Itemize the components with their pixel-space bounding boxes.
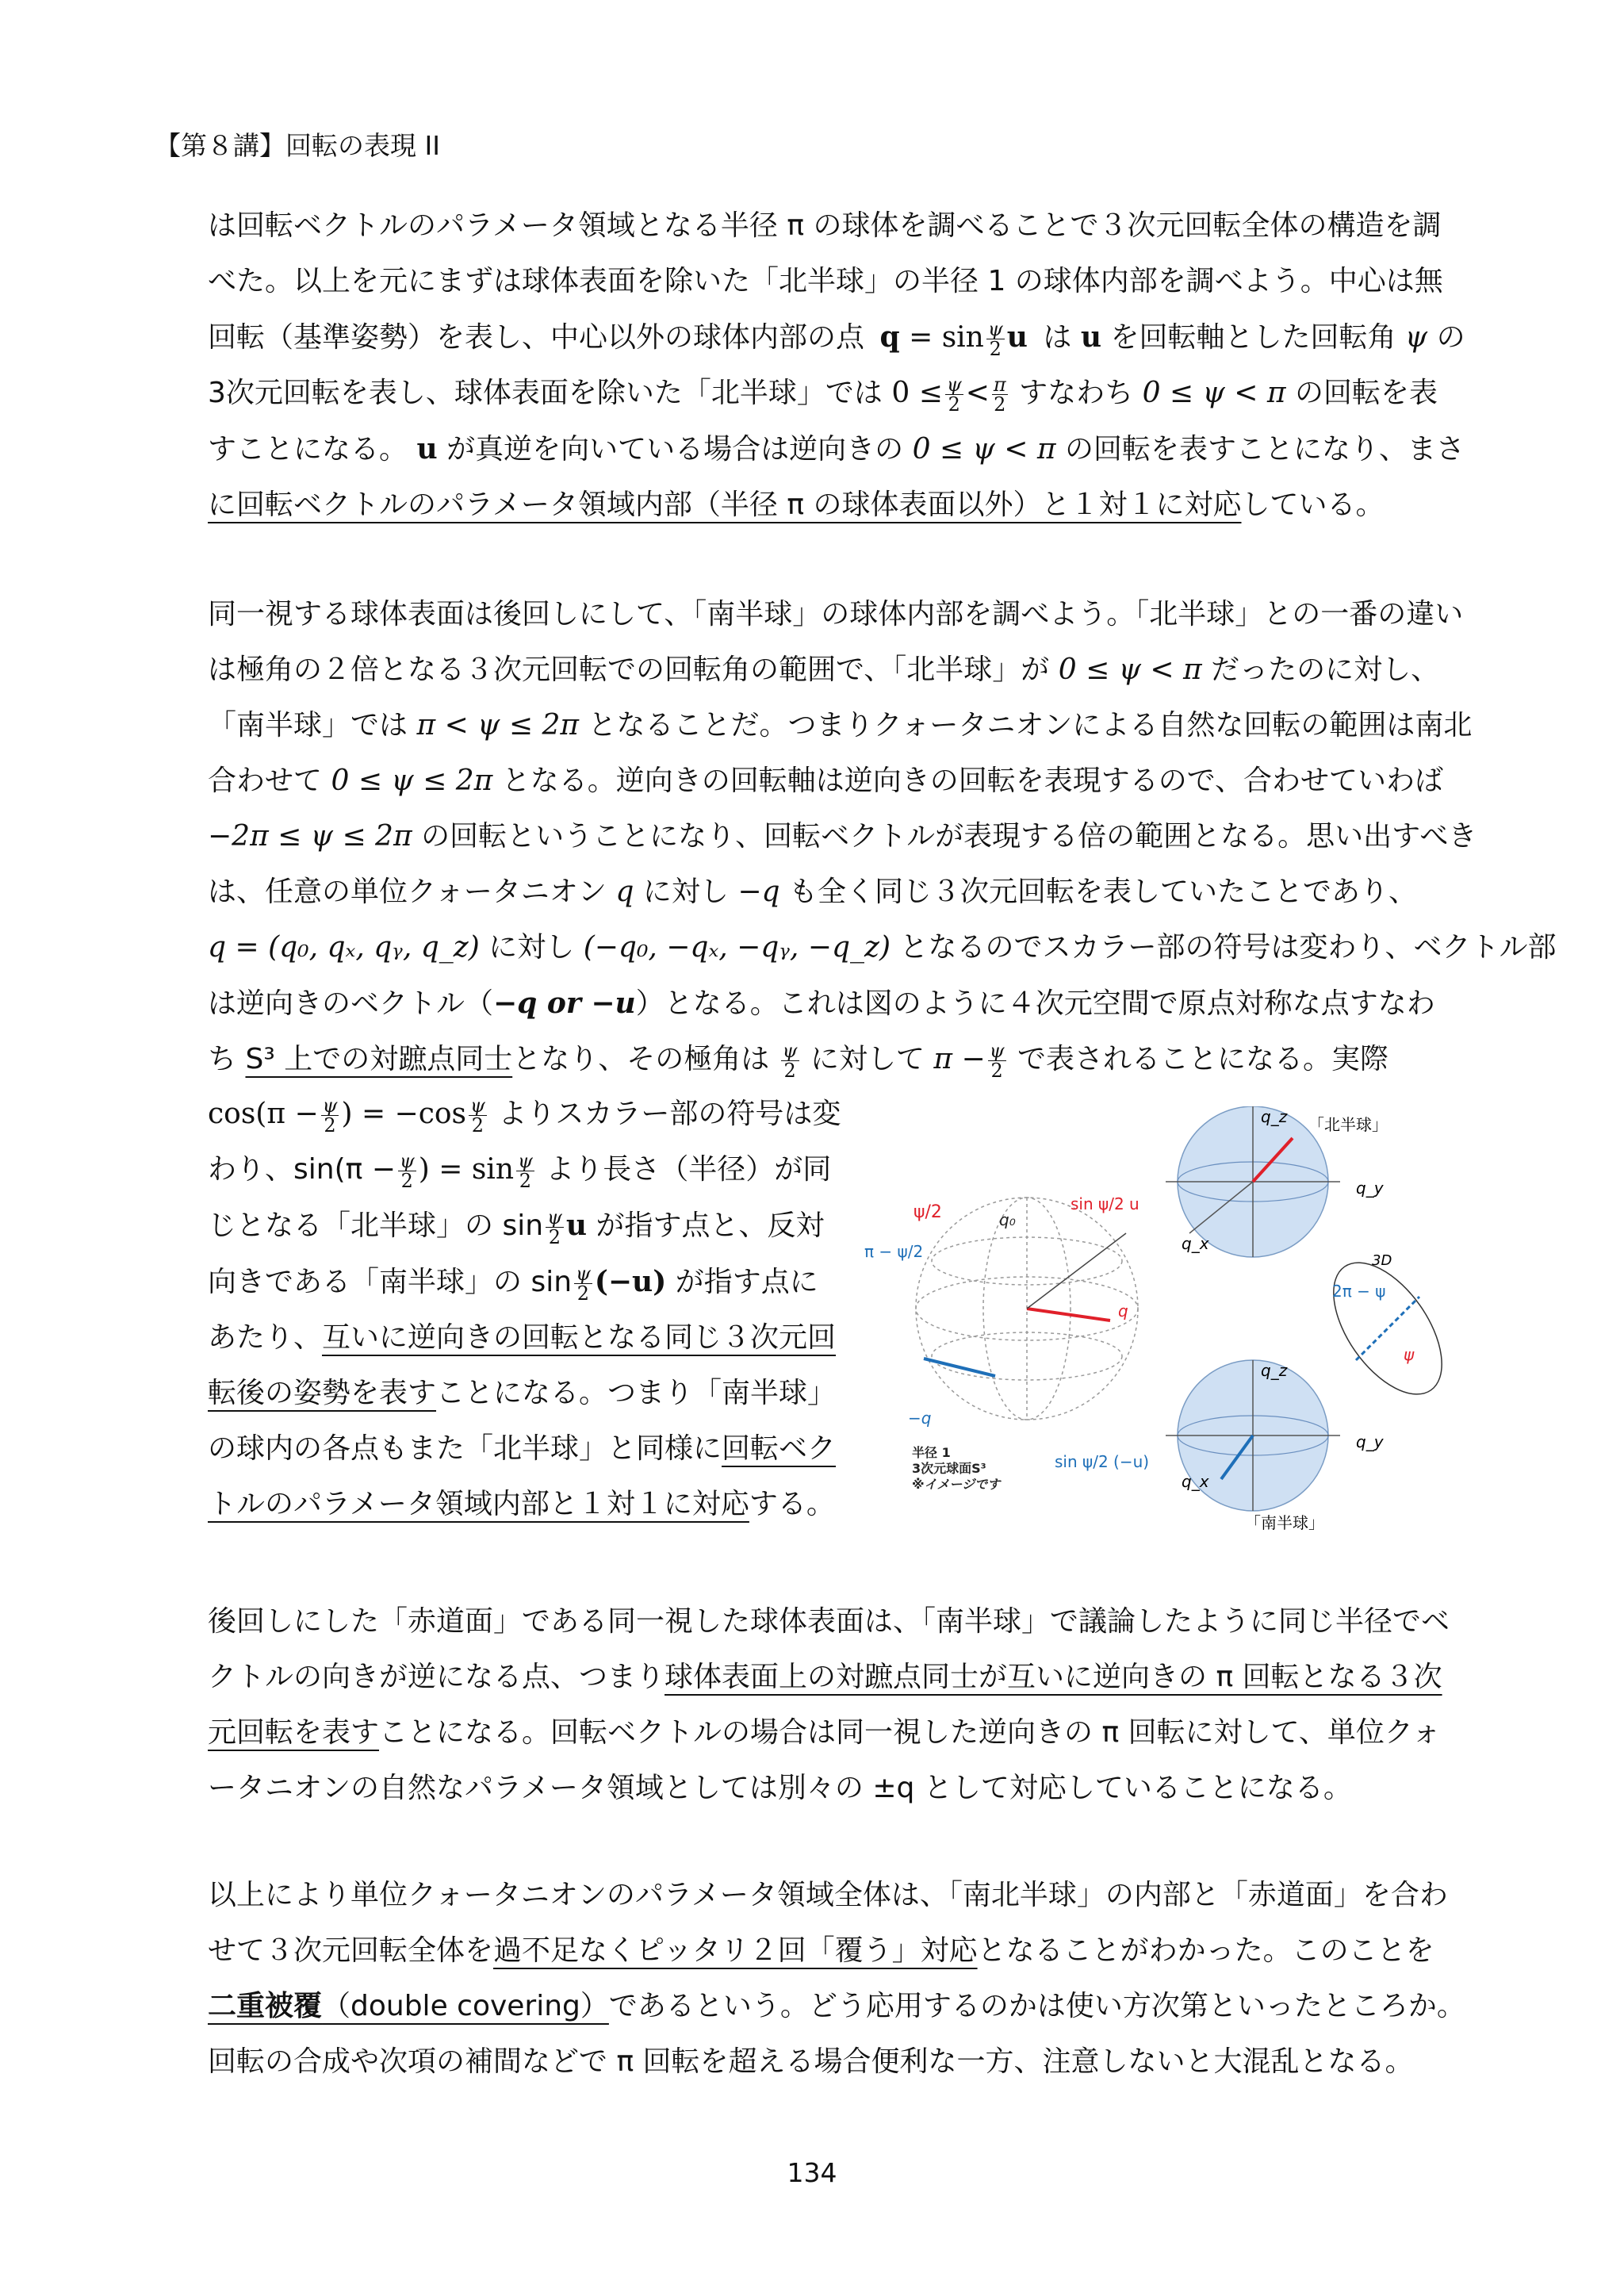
underlined-phrase: に回転ベクトルのパラメータ領域内部（半径 π の球体表面以外）と１対１に対応: [208, 489, 1242, 521]
note-image: ※イメージです: [912, 1477, 1001, 1492]
sin-minus-u-label: sin ψ/2 (−u): [1055, 1452, 1150, 1471]
q-label: q: [1118, 1301, 1128, 1320]
chapter-header: 【第８講】回転の表現 II: [155, 130, 440, 161]
q0-label: q₀: [999, 1210, 1016, 1229]
svg-text:q_z: q_z: [1261, 1107, 1288, 1126]
psi-label: ψ: [1404, 1345, 1415, 1364]
label-3d: 3D: [1372, 1252, 1392, 1269]
paragraph-3: 後回しにした「赤道面」である同一視した球体表面は、「南半球」で議論したように同じ半径でベ クトルの向きが逆になる点、つまり球体表面上の対蹠点同士が互いに逆向きの π 回転となる３次 元回転を表すことになる。回転ベクトルの場合は同一視した逆向きの π 回転に対して、単位クォ ータニオンの自然なパラメータ領域としては別々の ±q として対応していることになる。: [208, 1605, 1450, 1804]
pi-minus-psi-half-label: π − ψ/2: [864, 1242, 924, 1261]
blue-vector: [924, 1359, 995, 1376]
svg-text:q_y: q_y: [1356, 1432, 1384, 1451]
two-pi-minus-psi-label: 2π − ψ: [1332, 1282, 1386, 1301]
paragraph-4: 以上により単位クォータニオンのパラメータ領域全体は、「南北半球」の内部と「赤道面」を合わ せて３次元回転全体を過不足なくピッタリ２回「覆う」対応となることがわかった。このことを 二重被覆（double covering）であるという。どう応用するのかは使い方次第といったところか。 回転の合成や次項の補間などで π 回転を超える場合便利な一方、注意しないと大混乱となる。: [208, 1879, 1465, 2078]
paragraph-2: 同一視する球体表面は後回しにして、「南半球」の球体内部を調べよう。「北半球」との一番の違い は極角の２倍となる３次元回転での回転角の範囲で、「北半球」が 0 ≤ ψ < π だったのに対し、 「南半球」では π < ψ ≤ 2π となることだ。つまりクォータニオンによる自然な回転の範囲は南北 合わせて 0 ≤ ψ ≤ 2π となる。逆向きの回転軸は逆向きの回転を表現するので、合わせていわば −2π ≤ ψ ≤ 2π の回転ということになり、回転ベクトルが表現する倍の範囲となる。思い出すべき は、任意の単位クォータニオン q に対し −q も全く同じ３次元回転を表していたことであり、 q = (q₀, qₓ, qᵧ, q_z) に対し (−q₀, −qₓ, −qᵧ, −q_z) となるのでスカラー部の符号は変わり、ベクトル部 は逆向きのベクトル（−q or −u）となる。これは図のように４次元空間で原点対称な点すなわ ち S³ 上での対蹠点同士となり、その極角は $\frac{\psi}{2}$ に対して π − $\frac{\psi}{2}$ で表されることになる。実際: [208, 598, 1557, 1082]
hemisphere-figure: [864, 1106, 1483, 1550]
red-vector: [1027, 1309, 1110, 1320]
paragraph-2-left: cos(π − $\frac{\psi}{2}$ ) = −cos $\frac{\psi}{2}$ よりスカラー部の符号は変 わり、sin(π − $\frac{\psi}{2}$ ) = sin $\frac{\psi}{2}$ より長さ（半径）が同 じとなる「北半球」の sin $\frac{\psi}{2}$ u が指す点と、反対 向きである「南半球」の sin $\frac{\psi}{2}$ (−u) が指す点に あたり、互いに逆向きの回転となる同じ３次元回 転後の姿勢を表すことになる。つまり「南半球」 の球内の各点もまた「北半球」と同様に回転ベク トルのパラメータ領域内部と１対１に対応する。: [208, 1094, 841, 1520]
note-radius: 半径 1: [912, 1445, 951, 1460]
svg-text:q_x: q_x: [1182, 1234, 1209, 1253]
page-number: 134: [787, 2157, 837, 2188]
minus-q-label: −q: [908, 1409, 932, 1428]
svg-text:q_y: q_y: [1356, 1179, 1384, 1198]
psi-half-label: ψ/2: [914, 1202, 942, 1222]
note-sphere: 3次元球面S³: [912, 1461, 986, 1476]
south-hemisphere-label: 「南半球」: [1245, 1513, 1324, 1532]
sin-u-label: sin ψ/2 u: [1071, 1194, 1139, 1213]
rotation-3d-ellipse: [1312, 1244, 1464, 1413]
north-hemisphere-label: 「北半球」: [1308, 1115, 1388, 1134]
paragraph-1: は回転ベクトルのパラメータ領域となる半径 π の球体を調べることで３次元回転全体の構造を調 べた。以上を元にまずは球体表面を除いた「北半球」の半径 1 の球体内部を調べよう。中心は無 回転（基準姿勢）を表し、中心以外の球体内部の点 q = sin $\frac{\psi}{2}$ u は u を回転軸とした回転角 ψ の 3次元回転を表し、球体表面を除いた「北半球」では 0 ≤ $\frac{\psi}{2}$ < $\frac{\pi}{2}$ すなわち 0 ≤ ψ < π の回転を表 すことになる。 u が真逆を向いている場合は逆向きの 0 ≤ ψ < π の回転を表すことになり、まさ に回転ベクトルのパラメータ領域内部（半径 π の球体表面以外）と１対１に対応している。: [208, 209, 1465, 521]
svg-text:q_x: q_x: [1182, 1472, 1209, 1491]
blue-vector: [920, 1309, 1027, 1360]
svg-text:q_z: q_z: [1261, 1361, 1288, 1380]
